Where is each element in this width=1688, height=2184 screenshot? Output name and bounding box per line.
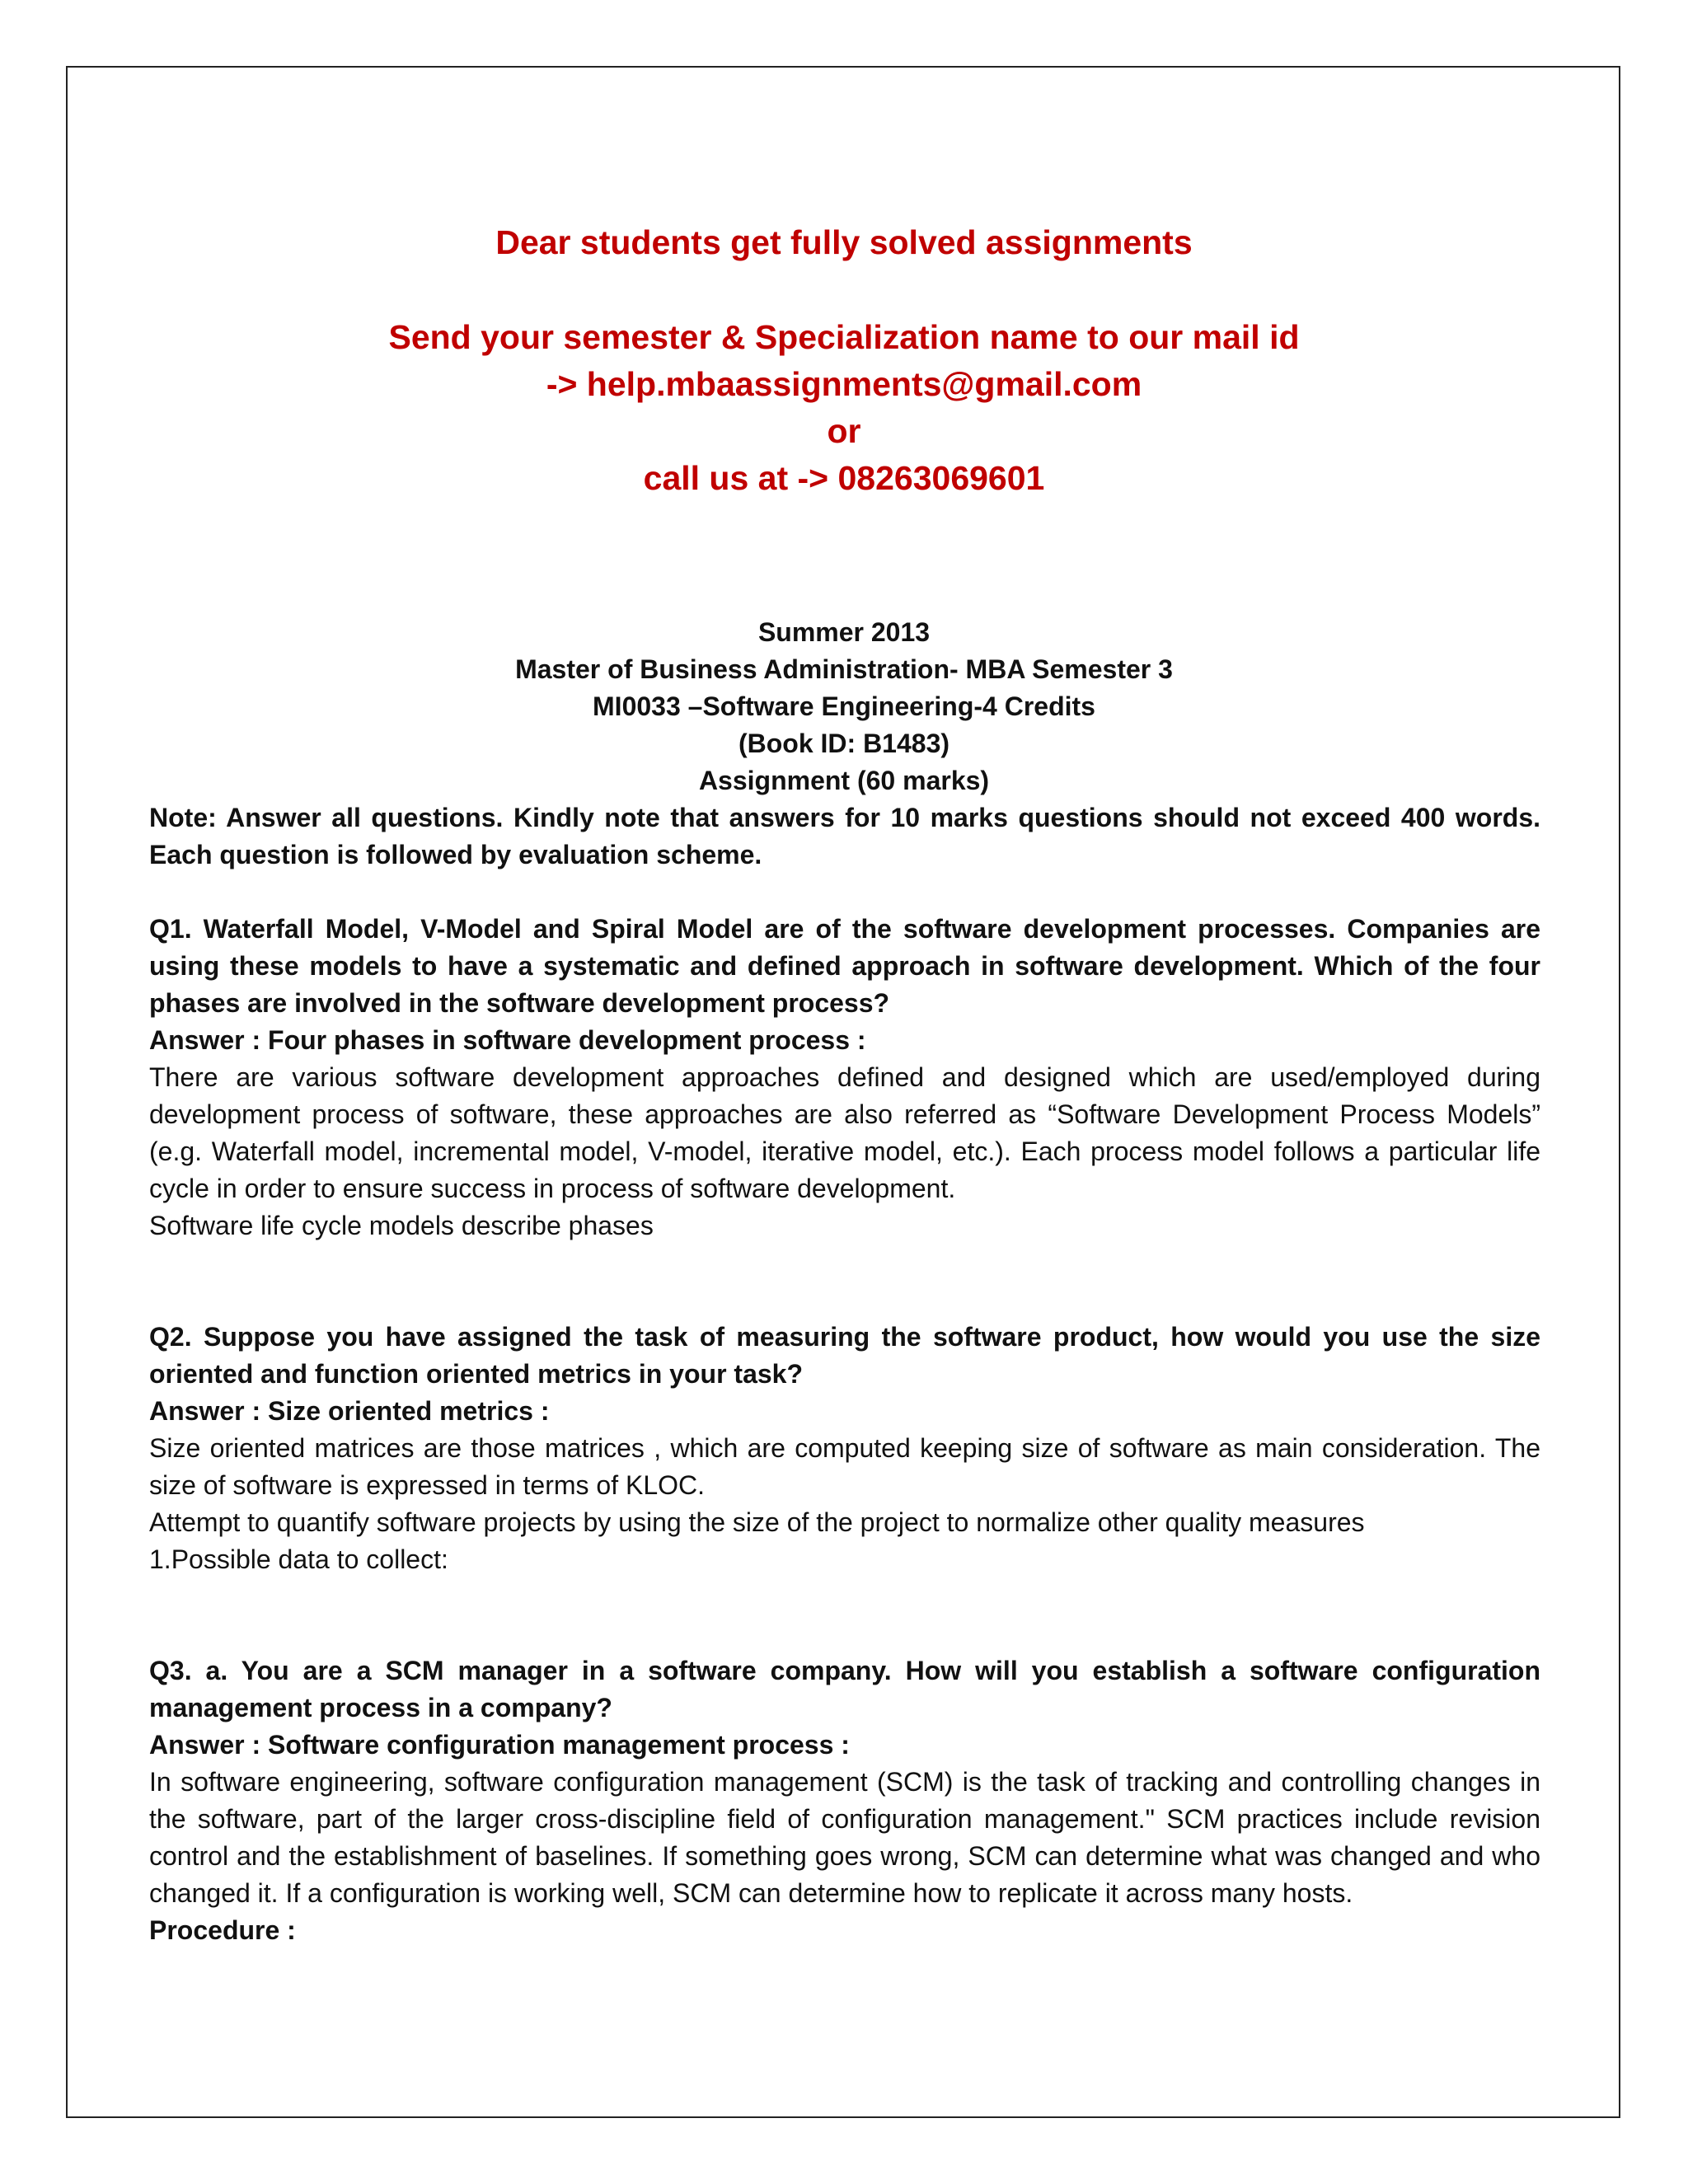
promo-phone: call us at -> 08263069601 [643, 459, 1045, 497]
q1-question: Q1. Waterfall Model, V-Model and Spiral Model are of the software development processes. Companies are using these models to have a systematic and defined approach in software development. Which of the four phases are involved in the software development process? [149, 914, 1540, 1018]
header-book-id: (Book ID: B1483) [738, 729, 950, 758]
q2-answer-heading: Answer : Size oriented metrics : [149, 1396, 550, 1426]
header-course: MI0033 –Software Engineering-4 Credits [593, 691, 1095, 721]
q3-answer-heading: Answer : Software configuration management process : [149, 1730, 850, 1760]
document-body [149, 799, 1540, 1949]
q1-answer-heading: Answer : Four phases in software development process : [149, 1025, 866, 1055]
q3-question: Q3. a. You are a SCM manager in a software company. How will you establish a software configuration management process in a company? [149, 1656, 1540, 1722]
header-term: Summer 2013 [757, 617, 931, 647]
promo-line-2: Send your semester & Specialization name to our mail id [388, 318, 1300, 356]
promo-email: -> help.mbaassignments@gmail.com [546, 365, 1142, 403]
q3-procedure-heading: Procedure : [149, 1915, 296, 1945]
q3-answer-body: In software engineering, software configuration management (SCM) is the task of tracking and controlling changes in the software, part of the larger cross-discipline field of configuration management." SCM practices include revision control and the establishment of baselines. If something goes wrong, SCM can determine what was changed and who changed it. If a configuration is working well, SCM can determine how to replicate it across many hosts. [149, 1767, 1540, 1908]
q2-answer-body: Size oriented matrices are those matrices , which are computed keeping size of software as main consideration. The size of software is expressed in terms of KLOC. [149, 1433, 1540, 1500]
promo-line-1: Dear students get fully solved assignments [495, 223, 1193, 261]
q1-answer-line: Software life cycle models describe phases [149, 1211, 654, 1240]
q2-answer-line-1: Attempt to quantify software projects by using the size of the project to normalize other quality measures [149, 1507, 1365, 1537]
header-assignment: Assignment (60 marks) [698, 766, 990, 795]
header-program: Master of Business Administration- MBA Semester 3 [515, 654, 1173, 684]
q2-question: Q2. Suppose you have assigned the task of measuring the software product, how would you use the size oriented and function oriented metrics in your task? [149, 1322, 1540, 1389]
promo-or: or [827, 412, 861, 450]
note-text: Note: Answer all questions. Kindly note that answers for 10 marks questions should not exceed 400 words. Each question is followed by evaluation scheme. [149, 803, 1540, 869]
q1-answer-body: There are various software development approaches defined and designed which are used/employed during development process of software, these approaches are also referred as “Software Development Process Models” (e.g. Waterfall model, incremental model, V-model, iterative model, etc.). Each process model follows a particular life cycle in order to ensure success in process of software development. [149, 1062, 1540, 1203]
q2-answer-line-2: 1.Possible data to collect: [149, 1544, 448, 1574]
